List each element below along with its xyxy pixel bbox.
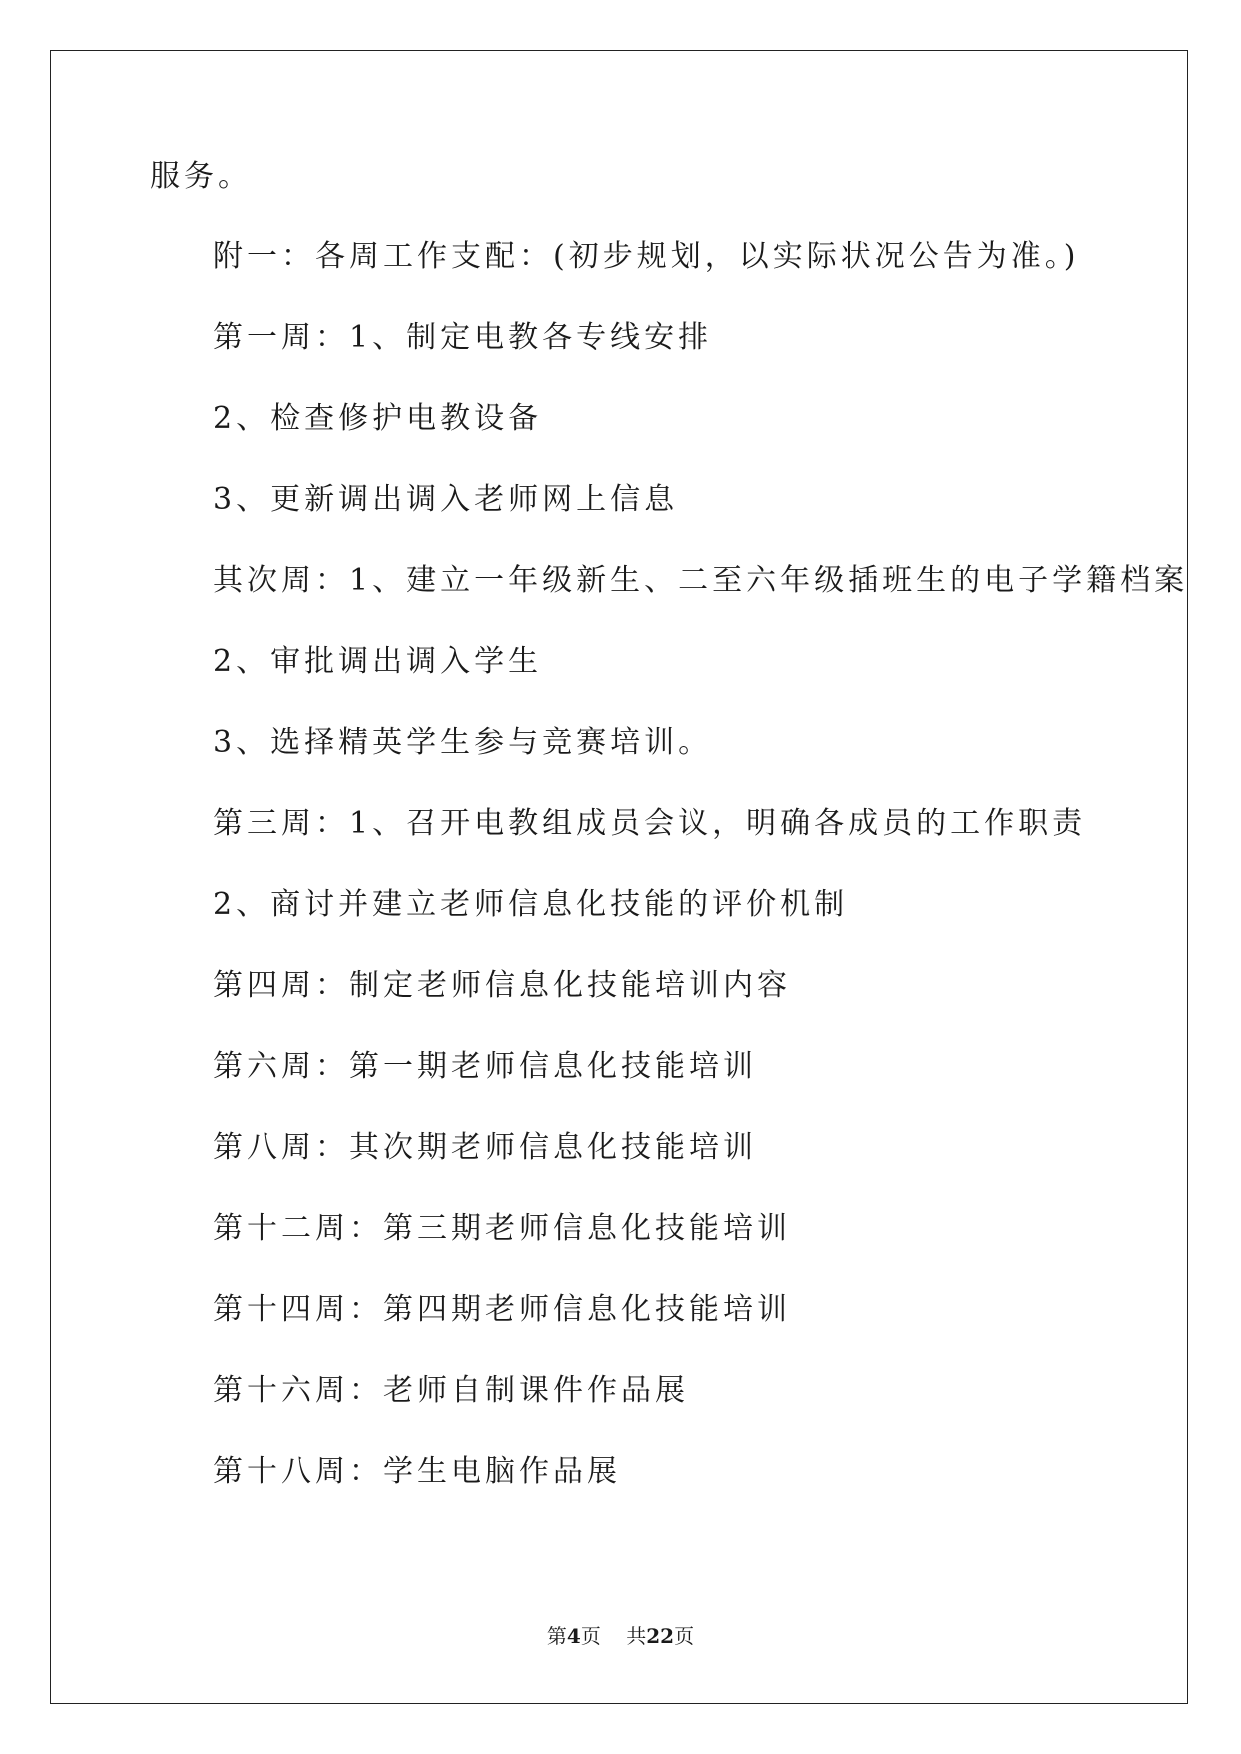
text-line-6: 其次周：1、建立一年级新生、二至六年级插班生的电子学籍档案 <box>213 563 1189 598</box>
total-prefix: 共 <box>626 1624 647 1648</box>
text-line-13: 第八周：其次期老师信息化技能培训 <box>213 1130 757 1165</box>
text-line-1: 服务。 <box>150 159 252 194</box>
text-line-4: 2、检查修护电教设备 <box>213 401 543 436</box>
text-line-8: 3、选择精英学生参与竞赛培训。 <box>213 725 713 760</box>
total-pages: 22 <box>646 1624 675 1648</box>
text-line-5: 3、更新调出调入老师网上信息 <box>213 482 679 517</box>
text-line-16: 第十六周：老师自制课件作品展 <box>213 1373 689 1408</box>
total-suffix: 页 <box>674 1624 695 1648</box>
text-line-2: 附一：各周工作支配：(初步规划，以实际状况公告为准。) <box>213 239 1080 274</box>
text-line-11: 第四周：制定老师信息化技能培训内容 <box>213 968 791 1003</box>
text-line-17: 第十八周：学生电脑作品展 <box>213 1454 621 1489</box>
text-line-15: 第十四周：第四期老师信息化技能培训 <box>213 1292 791 1327</box>
page-number: 4 <box>566 1624 581 1648</box>
text-line-12: 第六周：第一期老师信息化技能培训 <box>213 1049 757 1084</box>
page-prefix: 第 <box>546 1624 567 1648</box>
text-line-10: 2、商讨并建立老师信息化技能的评价机制 <box>213 887 849 922</box>
page-footer <box>0 1622 1241 1650</box>
text-line-14: 第十二周：第三期老师信息化技能培训 <box>213 1211 791 1246</box>
text-line-7: 2、审批调出调入学生 <box>213 644 543 679</box>
page-suffix: 页 <box>580 1624 601 1648</box>
text-line-9: 第三周：1、召开电教组成员会议，明确各成员的工作职责 <box>213 806 1087 841</box>
text-line-3: 第一周：1、制定电教各专线安排 <box>213 320 713 355</box>
